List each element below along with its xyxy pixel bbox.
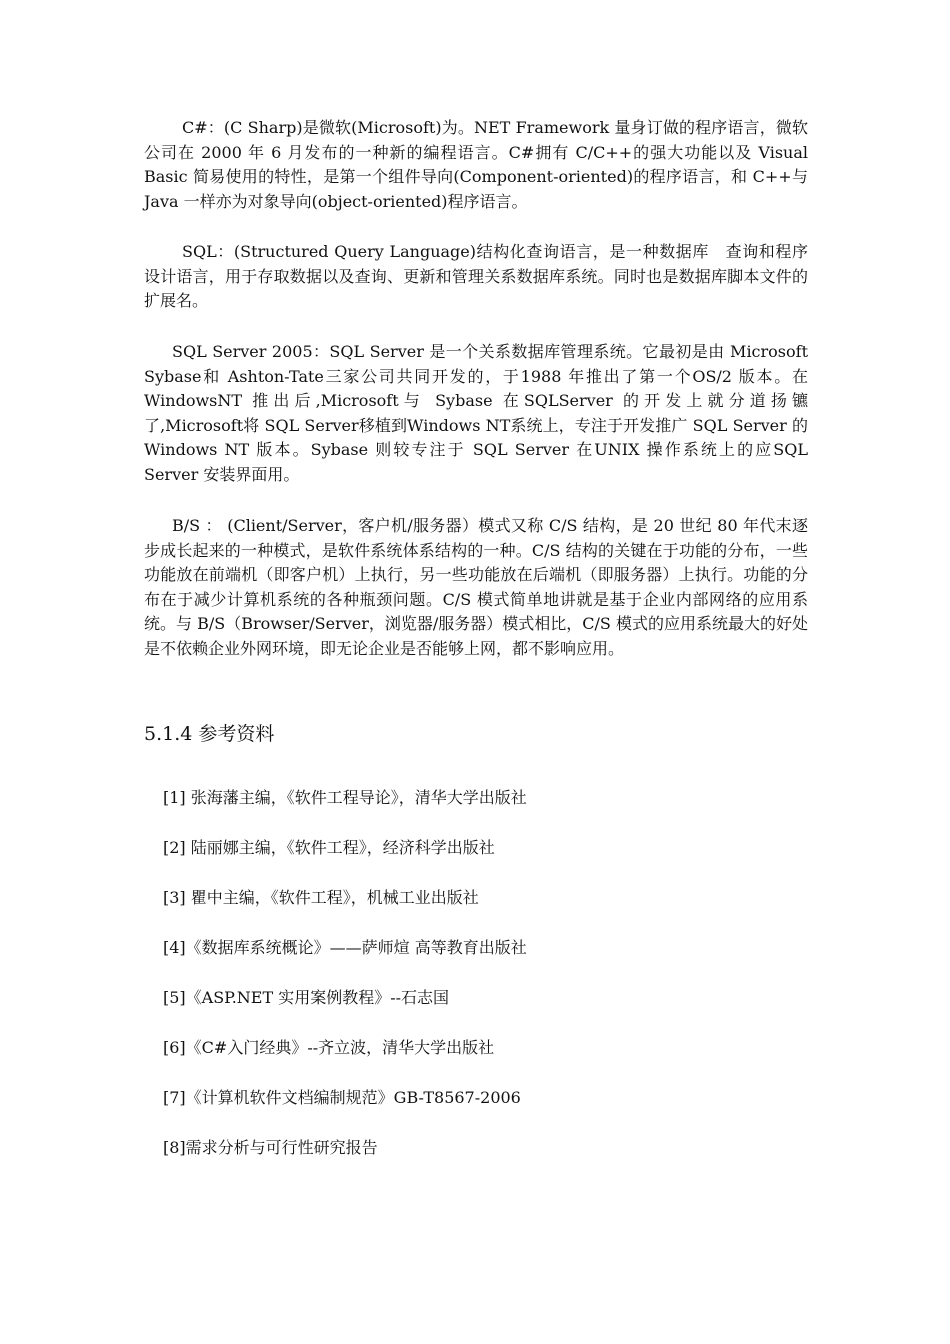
reference-list bbox=[163, 786, 803, 1186]
paragraph-bs-cs: B/S ： (Client/Server，客户机/服务器）模式又称 C/S 结构，是 20 世纪 80 年代末逐步成长起来的一种模式，是软件系统体系结构的一种。C/S 结构的关键在于功能的分布，一些功能放在前端机（即客户机）上执行，另一些功能放在后端机（即服务器）上执行。功能的分布在于减少计算机系统的各种瓶颈问题。C/S 模式简单地讲就是基于企业内部网络的应用系统。与 B/S（Browser/Server，浏览器/服务器）模式相比，C/S 模式的应用系统最大的好处是不依赖企业外网环境，即无论企业是否能够上网，都不影响应用。 bbox=[144, 516, 808, 658]
reference-item-1: [1] 张海藩主编，《软件工程导论》，清华大学出版社 bbox=[163, 788, 527, 807]
reference-item-8: [8]需求分析与可行性研究报告 bbox=[163, 1138, 378, 1157]
reference-item-6: [6]《C#入门经典》--齐立波，清华大学出版社 bbox=[163, 1038, 495, 1057]
reference-item-7: [7]《计算机软件文档编制规范》GB-T8567-2006 bbox=[163, 1088, 521, 1107]
reference-item-3: [3] 瞿中主编，《软件工程》，机械工业出版社 bbox=[163, 888, 479, 907]
section-heading-references: 5.1.4 参考资料 bbox=[144, 723, 275, 745]
reference-item-4: [4]《数据库系统概论》——萨师煊 高等教育出版社 bbox=[163, 938, 527, 957]
paragraph-sql-server-2005: SQL Server 2005：SQL Server 是一个关系数据库管理系统。它最初是由 Microsoft Sybase和 Ashton-Tate三家公司共同开发的，于1988 年推出了第一个OS/2 版本。在WindowsNT 推出后,Microsoft与 Sybase 在SQLServer 的开发上就分道扬镳了,Microsoft将 SQL Server移植到Windows NT系统上，专注于开发推广 SQL Server 的 Windows NT 版本。Sybase 则较专注于 SQL Server 在UNIX 操作系统上的应SQL Server 安装界面用。 bbox=[144, 342, 808, 484]
reference-item-5: [5]《ASP.NET 实用案例教程》--石志国 bbox=[163, 988, 450, 1007]
reference-item-2: [2] 陆丽娜主编，《软件工程》，经济科学出版社 bbox=[163, 838, 495, 857]
paragraph-csharp: C#：(C Sharp)是微软(Microsoft)为。NET Framework 量身订做的程序语言，微软公司在 2000 年 6 月发布的一种新的编程语言。C#拥有 C/C++的强大功能以及 Visual Basic 简易使用的特性，是第一个组件导向(Component-oriented)的程序语言，和 C++与 Java 一样亦为对象导向(object-oriented)程序语言。 bbox=[144, 118, 808, 211]
paragraph-sql: SQL：(Structured Query Language)结构化查询语言，是一种数据库 查询和程序设计语言，用于存取数据以及查询、更新和管理关系数据库系统。同时也是数据库脚本文件的扩展名。 bbox=[144, 242, 808, 310]
